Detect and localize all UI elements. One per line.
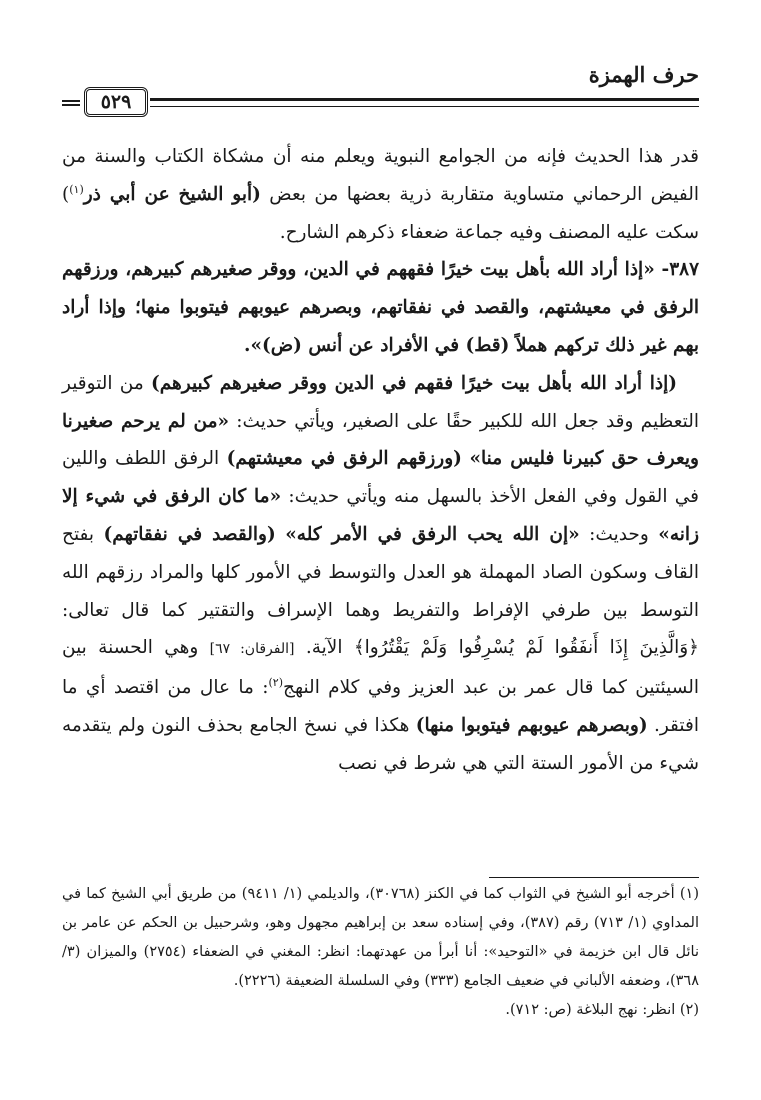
text-run: قدر هذا الحديث فإنه من الجوامع النبوية ويعلم منه أن مشكاة الكتاب والسنة من الفيض الرحماني متساوية متقاربة ذرية بعضها من بعض [62, 146, 700, 205]
text-run: ) سكت عليه المصنف وفيه جماعة ضعفاء ذكرهم الشارح. [62, 183, 699, 243]
text-run: هكذا في نسخ الجامع بحذف النون ولم يتقدمه شيء من الأمور الستة التي هي شرط في نصب [62, 714, 699, 774]
paragraph-continuation [62, 138, 699, 251]
text-run: : ما عال من اقتصد أي ما افتقر. [62, 677, 699, 736]
quoted-hadith: «ما كان الرفق في شيء إلا زانه» [62, 486, 700, 545]
text-run: من التوقير التعظيم وقد جعل الله للكبير حقًا على الصغير، ويأتي حديث: [62, 372, 699, 432]
running-header [62, 62, 699, 118]
hadith-number: ٣٨٧- [654, 259, 700, 281]
text-run: الآية. [294, 637, 354, 659]
footnotes [62, 880, 699, 1025]
space [276, 524, 286, 545]
text-run: وحديث: [579, 523, 659, 545]
footnote-marker-1: (١) [69, 182, 84, 196]
quoted-phrase: (وبصرهم عيوبهم فيتوبوا منها) [415, 714, 648, 736]
verse-reference: [الفرقان: ٦٧] [209, 641, 295, 658]
quoted-hadith: «من لم يرحم صغيرنا ويعرف حق كبيرنا فليس منا» [62, 410, 699, 470]
footnote-marker-2: (٢) [268, 676, 283, 689]
chapter-title: حرف الهمزة [588, 62, 699, 87]
quoted-phrase: (إذا أراد الله بأهل بيت خيرًا فقهم في الدين ووقر صغيرهم كبيرهم) [150, 372, 678, 394]
quoted-phrase: (والقصد في نفقاتهم) [103, 523, 276, 545]
footnote-1: (١) أخرجه أبو الشيخ في الثواب كما في الكنز (٣٠٧٦٨)، والديلمي (١/ ٩٤١١) من طريق أبي الشيخ كما في المداوي (١/ ٧١٣) رقم (٣٨٧)، وفي إسناده سعد بن إبراهيم مجهول وهو، وشرحبيل بن الحكم عن عامر بن نائل قال ابن خزيمة في «التوحيد»: أنا أبرأ من عهدتهما: انظر: المغني في الضعفاء (٢٧٥٤) والميزان (٣/ ٣٦٨)، وضعفه الألباني في ضعيف الجامع (٣٣٣) وفي السلسلة الضعيفة (٢٢٢٦). [62, 886, 700, 989]
hadith-text: «إذا أراد الله بأهل بيت خيرًا فقههم في الدين، ووقر صغيرهم كبيرهم، ورزقهم الرفق في معيشتهم، والقصد في نفقاتهم، وبصرهم عيوبهم فيتوبوا منها؛ وإذا أراد بهم غير ذلك تركهم هملاً (قط) في الأفراد عن أنس (ض)». [62, 259, 699, 356]
footnote-2: (٢) انظر: نهج البلاغة (ص: ٧١٢). [505, 1002, 699, 1018]
commentary-paragraph [62, 365, 699, 783]
page-number: ٥٢٩ [84, 87, 148, 117]
footnote-separator [489, 877, 699, 878]
text-run: الرفق اللطف واللين في القول وفي الفعل الأخذ بالسهل منه ويأتي حديث: [62, 448, 699, 508]
text-run: وهي الحسنة بين السيئتين كما قال عمر بن عبد العزيز وفي كلام النهج [62, 637, 699, 699]
header-ornament [62, 100, 80, 106]
quran-verse: ﴿وَالَّذِينَ إِذَا أَنفَقُوا لَمْ يُسْرِفُوا وَلَمْ يَقْتُرُوا﴾ [353, 637, 699, 659]
header-rule [150, 98, 699, 107]
source-citation: (أبو الشيخ عن أبي ذر [83, 183, 261, 205]
quoted-phrase: (ورزقهم الرفق في معيشتهم) [226, 448, 462, 470]
main-text [62, 138, 699, 783]
text-run: بفتح القاف وسكون الصاد المهملة هو العدل والتوسط في الأمور كلها والمراد رزقهم الله التوسط بين طرفي الإفراط والتفريط وهما الإسراف والتقتير كما قال تعالى: [62, 523, 699, 621]
quoted-hadith: «إن الله يحب الرفق في الأمر كله» [285, 523, 580, 545]
hadith-387 [62, 251, 699, 364]
